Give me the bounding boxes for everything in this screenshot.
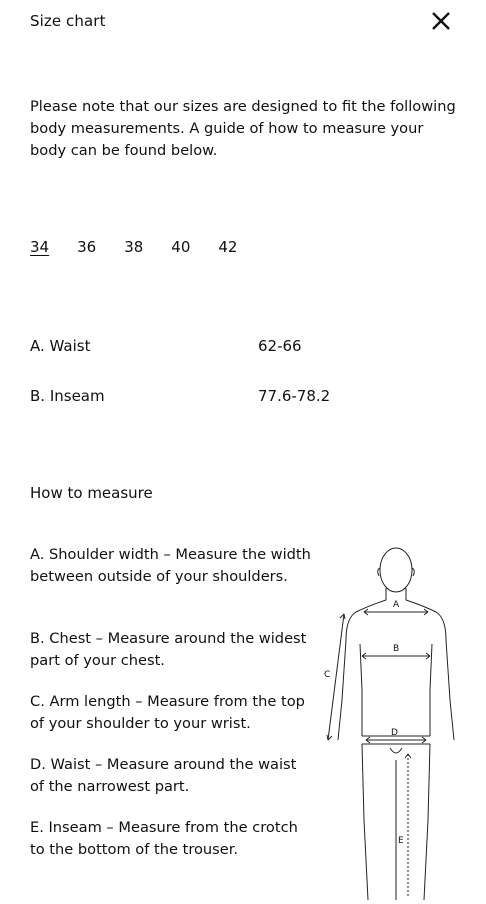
measurement-label-inseam: B. Inseam (30, 387, 105, 405)
measurement-label-waist: A. Waist (30, 337, 91, 355)
instruction-shoulder-width: A. Shoulder width – Measure the width between outside of your shoulders. (30, 546, 311, 585)
instruction-chest: B. Chest – Measure around the widest part of your chest. (30, 630, 307, 669)
size-option-36[interactable]: 36 (77, 238, 97, 256)
how-to-measure-heading: How to measure (30, 484, 153, 502)
body-measurement-figure (316, 540, 476, 900)
size-option-40[interactable]: 40 (171, 238, 191, 256)
measurement-value-waist: 62-66 (258, 337, 302, 355)
close-button[interactable] (428, 8, 454, 34)
figure-label-e: E (398, 836, 404, 846)
figure-label-a: A (393, 600, 400, 610)
intro-text: Please note that our sizes are designed to fit the following body measurements. A guide of how to measure your body can be found below. (30, 98, 456, 159)
size-option-34[interactable]: 34 (30, 238, 50, 256)
close-icon (428, 8, 454, 34)
size-option-42[interactable]: 42 (218, 238, 238, 256)
instruction-waist: D. Waist – Measure around the waist of the narrowest part. (30, 756, 297, 795)
size-selector (30, 238, 265, 256)
measurement-value-inseam: 77.6-78.2 (258, 387, 331, 405)
page-title: Size chart (30, 12, 106, 30)
instruction-arm-length: C. Arm length – Measure from the top of your shoulder to your wrist. (30, 693, 305, 732)
figure-label-b: B (393, 644, 400, 654)
size-option-38[interactable]: 38 (124, 238, 144, 256)
figure-label-c: C (324, 670, 331, 680)
body-figure-illustration (316, 540, 476, 900)
figure-label-d: D (391, 728, 398, 738)
instruction-inseam: E. Inseam – Measure from the crotch to the bottom of the trouser. (30, 819, 298, 858)
